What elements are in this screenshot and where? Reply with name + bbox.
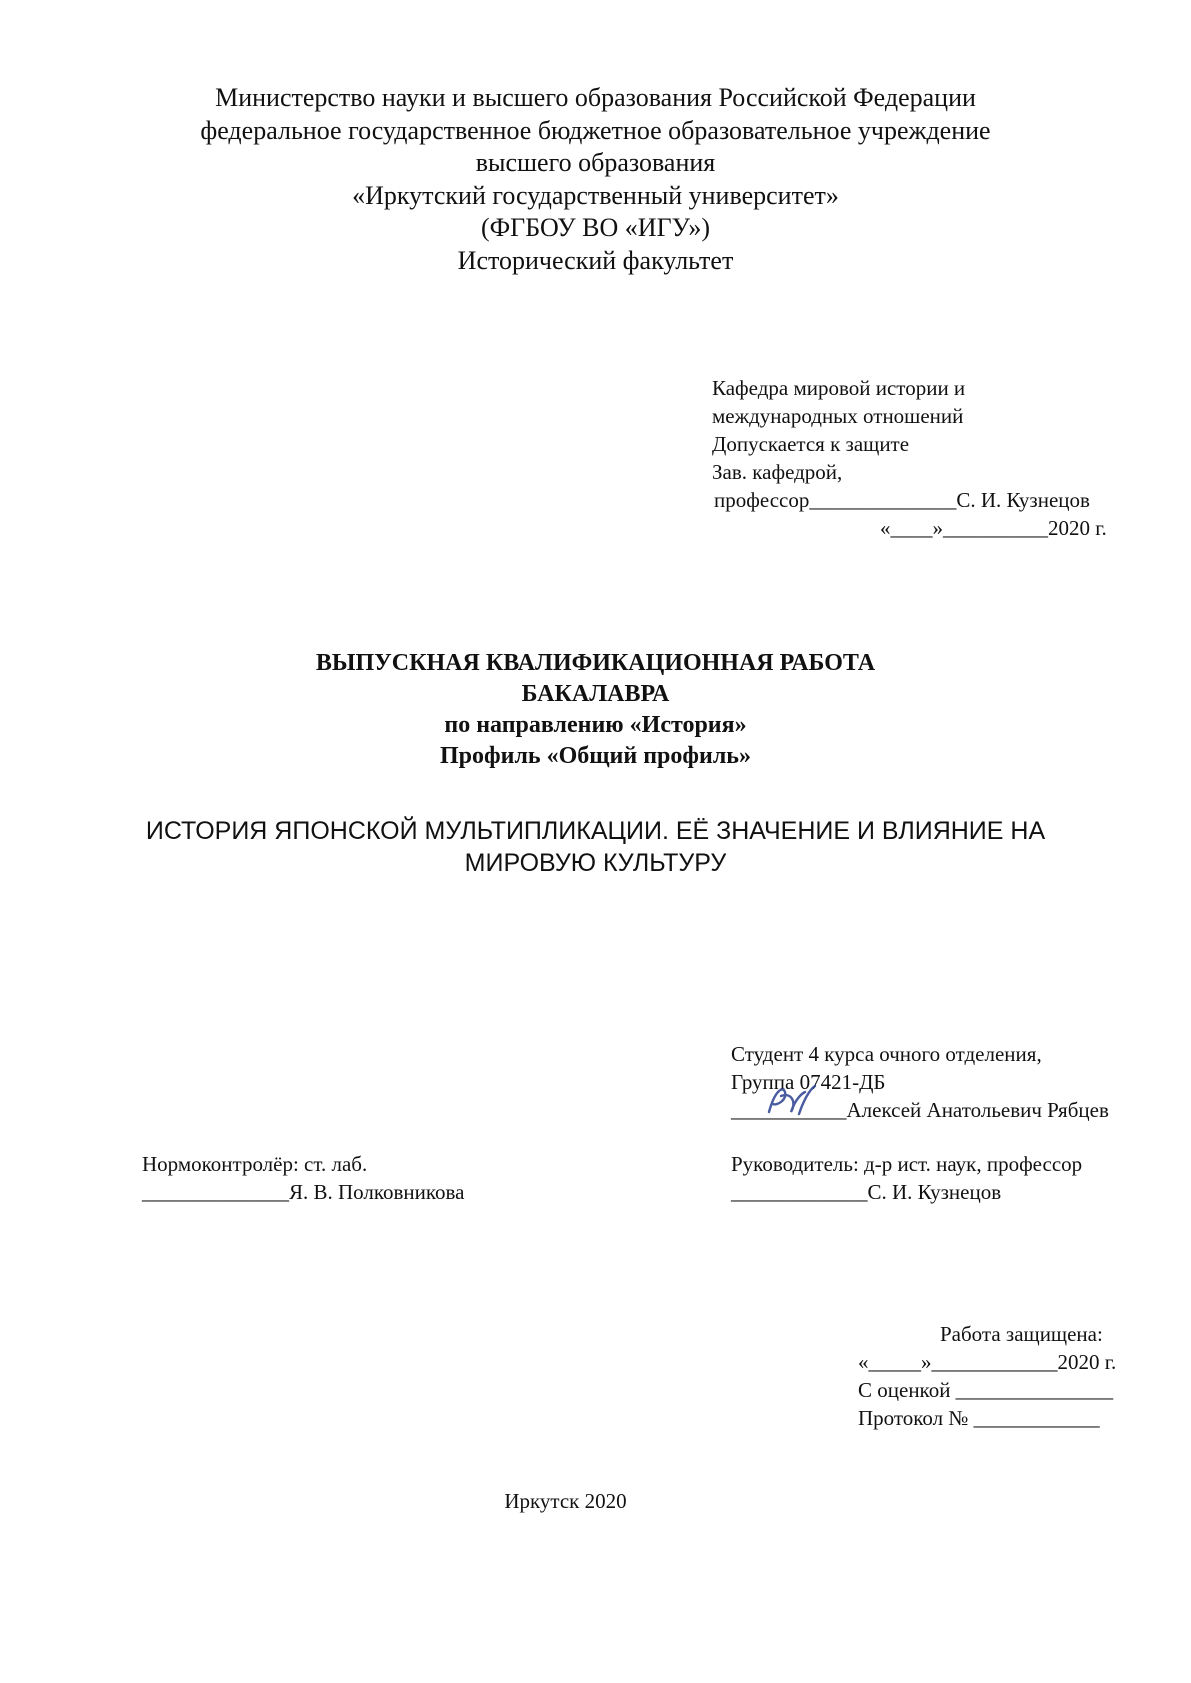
- supervisor-signature-line: _____________С. И. Кузнецов: [731, 1180, 1002, 1204]
- protocol-line: Протокол № ____________: [858, 1406, 1100, 1430]
- supervisor-title: Руководитель: д-р ист. наук, профессор: [731, 1152, 1083, 1176]
- approval-date-line: «____»__________2020 г.: [880, 516, 1107, 540]
- direction-line: по направлению «История»: [444, 712, 747, 738]
- defense-date-line: «_____»____________2020 г.: [858, 1350, 1117, 1374]
- student-group-line: Группа 07421-ДБ: [731, 1070, 886, 1094]
- approval-block: [712, 374, 1107, 542]
- normcontroller-signature-line: ______________Я. В. Полковникова: [142, 1180, 465, 1204]
- work-type-line-1: ВЫПУСКНАЯ КВАЛИФИКАЦИОННАЯ РАБОТА: [315, 650, 876, 676]
- university-name-line: «Иркутский государственный университет»: [352, 180, 839, 210]
- normcontroller-title: Нормоконтролёр: ст. лаб.: [142, 1152, 368, 1176]
- city-year: Иркутск 2020: [504, 1489, 627, 1513]
- work-title-block: [0, 648, 1191, 772]
- head-of-department-line: Зав. кафедрой,: [712, 460, 843, 484]
- handwritten-signature-icon: [761, 1082, 821, 1122]
- defense-title: Работа защищена:: [940, 1322, 1103, 1346]
- student-course-line: Студент 4 курса очного отделения,: [731, 1042, 1042, 1066]
- education-level-line: высшего образования: [475, 148, 716, 177]
- work-type-line-2: БАКАЛАВРА: [521, 681, 670, 707]
- student-name: ___________Алексей Анатольевич Рябцев: [731, 1098, 1109, 1122]
- faculty-line: Исторический факультет: [457, 245, 734, 275]
- institution-type-line: федеральное государственное бюджетное образовательное учреждение: [200, 115, 991, 145]
- head-signature-line: профессор______________С. И. Кузнецов: [714, 488, 1090, 512]
- department-line-1: Кафедра мировой истории и: [712, 376, 966, 400]
- topic-line-1: ИСТОРИЯ ЯПОНСКОЙ МУЛЬТИПЛИКАЦИИ. ЕЁ ЗНАЧЕНИЕ И ВЛИЯНИЕ НА: [145, 817, 1046, 845]
- student-block: [731, 1040, 1109, 1124]
- university-abbr-line: (ФГБОУ ВО «ИГУ»): [480, 213, 711, 242]
- student-signature-line: [731, 1096, 1109, 1124]
- profile-line: Профиль «Общий профиль»: [440, 743, 751, 769]
- ministry-line: Министерство науки и высшего образования Российской Федерации: [215, 83, 976, 112]
- admission-line: Допускается к защите: [712, 432, 910, 456]
- grade-line: С оценкой _______________: [858, 1378, 1114, 1402]
- institution-header: [0, 82, 1191, 277]
- department-line-2: международных отношений: [712, 404, 964, 428]
- defense-block: [858, 1320, 1116, 1432]
- topic-line-2: МИРОВУЮ КУЛЬТУРУ: [464, 849, 727, 877]
- supervisor-block: [731, 1150, 1082, 1206]
- normcontrol-block: [142, 1150, 465, 1206]
- thesis-topic: [0, 815, 1191, 879]
